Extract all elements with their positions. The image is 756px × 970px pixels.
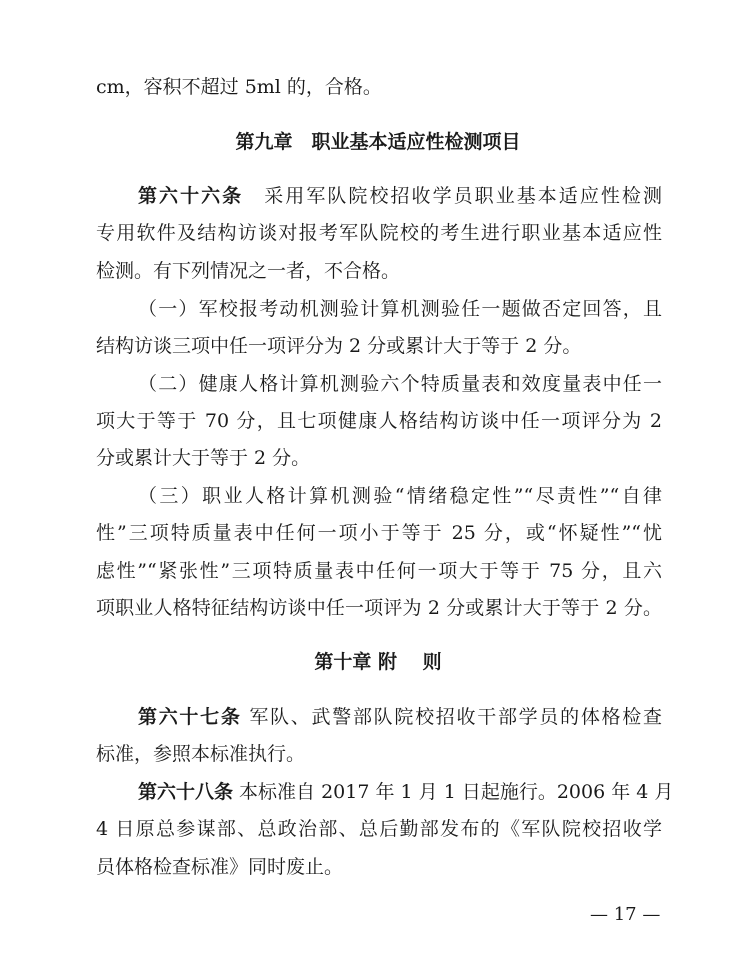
article-66-line-1 (138, 184, 662, 208)
continuation-line: cm，容积不超过 5ml 的，合格。 (96, 76, 382, 98)
article-66-label: 第六十六条 (138, 185, 244, 207)
article-66-text-1: 采用军队院校招收学员职业基本适应性检测 (243, 185, 662, 207)
item-3-line-3: 虑性”“紧张性”三项特质量表中任何一项大于等于 75 分，且六 (96, 560, 662, 582)
page-number: — 17 — (590, 904, 661, 925)
item-2-line-1: （二）健康人格计算机测验六个特质量表和效度量表中任一 (138, 373, 662, 395)
item-3-line-4: 项职业人格特征结构访谈中任一项评为 2 分或累计大于等于 2 分。 (96, 597, 662, 619)
item-3-line-1: （三）职业人格计算机测验“情绪稳定性”“尽责性”“自律 (138, 485, 662, 507)
item-1-line-2: 结构访谈三项中任一项评分为 2 分或累计大于等于 2 分。 (96, 335, 582, 357)
article-67-line-2: 标准，参照本标准执行。 (96, 743, 306, 765)
item-1-line-1: （一）军校报考动机测验计算机测验任一题做否定回答，且 (138, 298, 662, 320)
item-2-line-3: 分或累计大于等于 2 分。 (96, 447, 311, 469)
article-66-line-3: 检测。有下列情况之一者，不合格。 (96, 260, 401, 282)
chapter-10-heading: 第十章 附 则 (314, 651, 442, 673)
article-68-line-3: 员体格检查标准》同时废止。 (96, 856, 344, 878)
article-68-label: 第六十八条 (138, 781, 234, 803)
article-67-line-1 (138, 705, 662, 729)
article-66-line-2: 专用软件及结构访谈对报考军队院校的考生进行职业基本适应性 (96, 222, 662, 244)
article-68-line-2: 4 日原总参谋部、总政治部、总后勤部发布的《军队院校招收学 (96, 818, 662, 840)
article-68-text-1: 本标准自 2017 年 1 月 1 日起施行。2006 年 4 月 (233, 781, 674, 803)
article-67-text-1: 军队、武警部队院校招收干部学员的体格检查 (241, 706, 662, 728)
article-68-line-1 (138, 780, 674, 804)
chapter-9-heading: 第九章 职业基本适应性检测项目 (235, 131, 521, 153)
article-67-label: 第六十七条 (138, 706, 242, 728)
item-3-line-2: 性”三项特质量表中任何一项小于等于 25 分，或“怀疑性”“忧 (96, 522, 662, 544)
item-2-line-2: 项大于等于 70 分，且七项健康人格结构访谈中任一项评分为 2 (96, 410, 662, 432)
